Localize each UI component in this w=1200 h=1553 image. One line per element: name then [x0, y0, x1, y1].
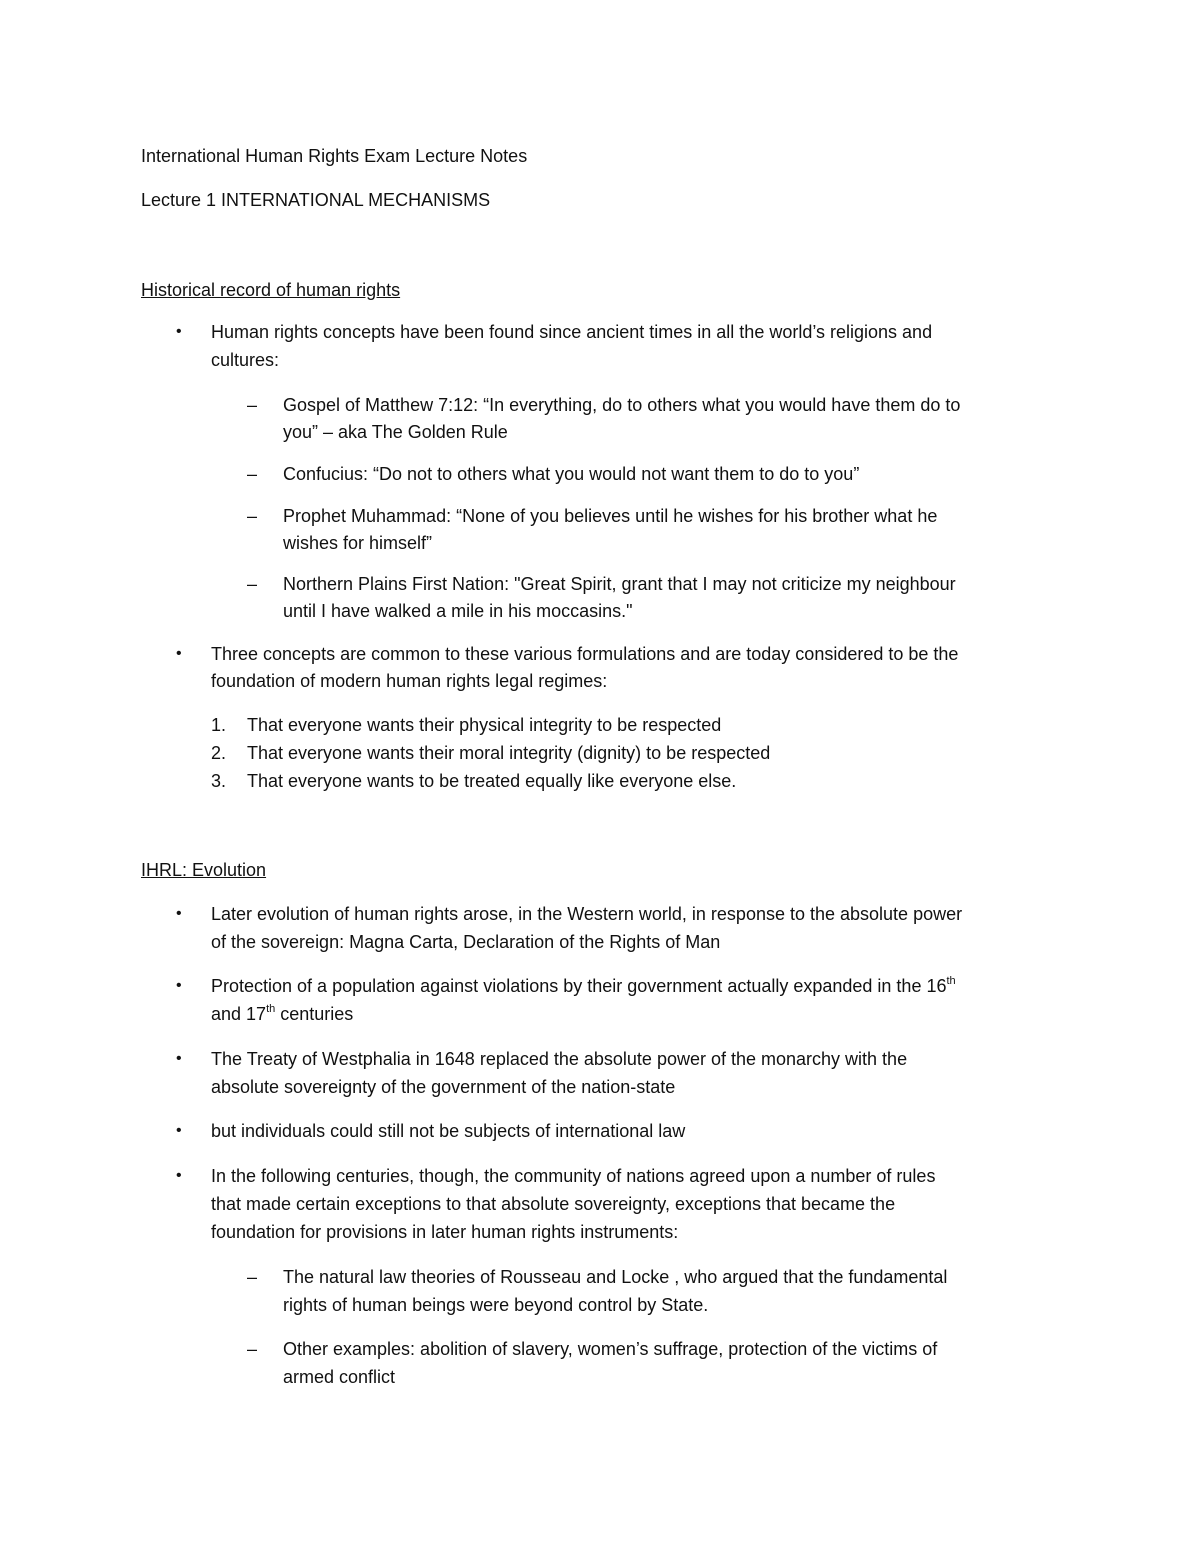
quote-line: Prophet Muhammad: “None of you believes until he wishes for his brother what he: [283, 506, 938, 526]
paragraph-line: but individuals could still not be subjects of international law: [211, 1121, 686, 1141]
text-run: centuries: [275, 1004, 354, 1024]
paragraph-line: Later evolution of human rights arose, in the Western world, in response to the absolute power: [211, 904, 963, 924]
paragraph-line: The natural law theories of Rousseau and Locke , who argued that the fundamental: [283, 1267, 948, 1287]
bullet-icon: •: [176, 1122, 182, 1139]
list-item: That everyone wants to be treated equally like everyone else.: [247, 771, 737, 791]
dash-icon: –: [247, 464, 258, 484]
paragraph-line: In the following centuries, though, the community of nations agreed upon a number of rules: [211, 1166, 936, 1186]
paragraph-line: Three concepts are common to these various formulations and are today considered to be the: [211, 644, 959, 664]
bullet-icon: •: [176, 1167, 182, 1184]
paragraph-line: [211, 1000, 353, 1028]
lecture-heading: Lecture 1 INTERNATIONAL MECHANISMS: [141, 190, 491, 210]
superscript: th: [266, 1003, 276, 1015]
text-run: and 17: [211, 1004, 267, 1024]
paragraph-line: Human rights concepts have been found since ancient times in all the world’s religions and: [211, 322, 933, 342]
section-heading-historical: Historical record of human rights: [141, 280, 401, 300]
dash-icon: –: [247, 506, 258, 526]
paragraph-line: that made certain exceptions to that absolute sovereignty, exceptions that became the: [211, 1194, 896, 1214]
paragraph-line: [211, 972, 956, 1000]
quote-line: Northern Plains First Nation: "Great Spirit, grant that I may not criticize my neighbour: [283, 574, 956, 594]
dash-icon: –: [247, 395, 258, 415]
bullet-icon: •: [176, 1050, 182, 1067]
quote-line: wishes for himself”: [283, 533, 433, 553]
text-run: Protection of a population against violations by their government actually expanded in the 16: [211, 976, 947, 996]
list-number: 3.: [211, 771, 227, 791]
paragraph-line: rights of human beings were beyond control by State.: [283, 1295, 709, 1315]
quote-line: until I have walked a mile in his moccasins.": [283, 601, 633, 621]
quote-line: Gospel of Matthew 7:12: “In everything, do to others what you would have them do to: [283, 395, 961, 415]
paragraph-line: armed conflict: [283, 1367, 396, 1387]
dash-icon: –: [247, 1339, 258, 1359]
paragraph-line: foundation of modern human rights legal regimes:: [211, 671, 608, 691]
quote-line: Confucius: “Do not to others what you would not want them to do to you”: [283, 464, 860, 484]
paragraph-line: Other examples: abolition of slavery, women’s suffrage, protection of the victims of: [283, 1339, 938, 1359]
paragraph-line: cultures:: [211, 350, 280, 370]
paragraph-line: foundation for provisions in later human rights instruments:: [211, 1222, 679, 1242]
bullet-icon: •: [176, 645, 182, 662]
document-title: International Human Rights Exam Lecture Notes: [141, 146, 528, 166]
dash-icon: –: [247, 574, 258, 594]
quote-line: you” – aka The Golden Rule: [283, 422, 508, 442]
list-number: 1.: [211, 715, 227, 735]
list-item: That everyone wants their physical integrity to be respected: [247, 715, 722, 735]
bullet-icon: •: [176, 977, 182, 994]
section-heading-evolution: IHRL: Evolution: [141, 860, 267, 880]
paragraph-line: The Treaty of Westphalia in 1648 replaced the absolute power of the monarchy with the: [211, 1049, 908, 1069]
list-item: That everyone wants their moral integrity (dignity) to be respected: [247, 743, 771, 763]
paragraph-line: absolute sovereignty of the government of the nation-state: [211, 1077, 676, 1097]
bullet-icon: •: [176, 323, 182, 340]
dash-icon: –: [247, 1267, 258, 1287]
bullet-icon: •: [176, 905, 182, 922]
superscript: th: [946, 975, 956, 987]
list-number: 2.: [211, 743, 227, 763]
paragraph-line: of the sovereign: Magna Carta, Declaration of the Rights of Man: [211, 932, 721, 952]
